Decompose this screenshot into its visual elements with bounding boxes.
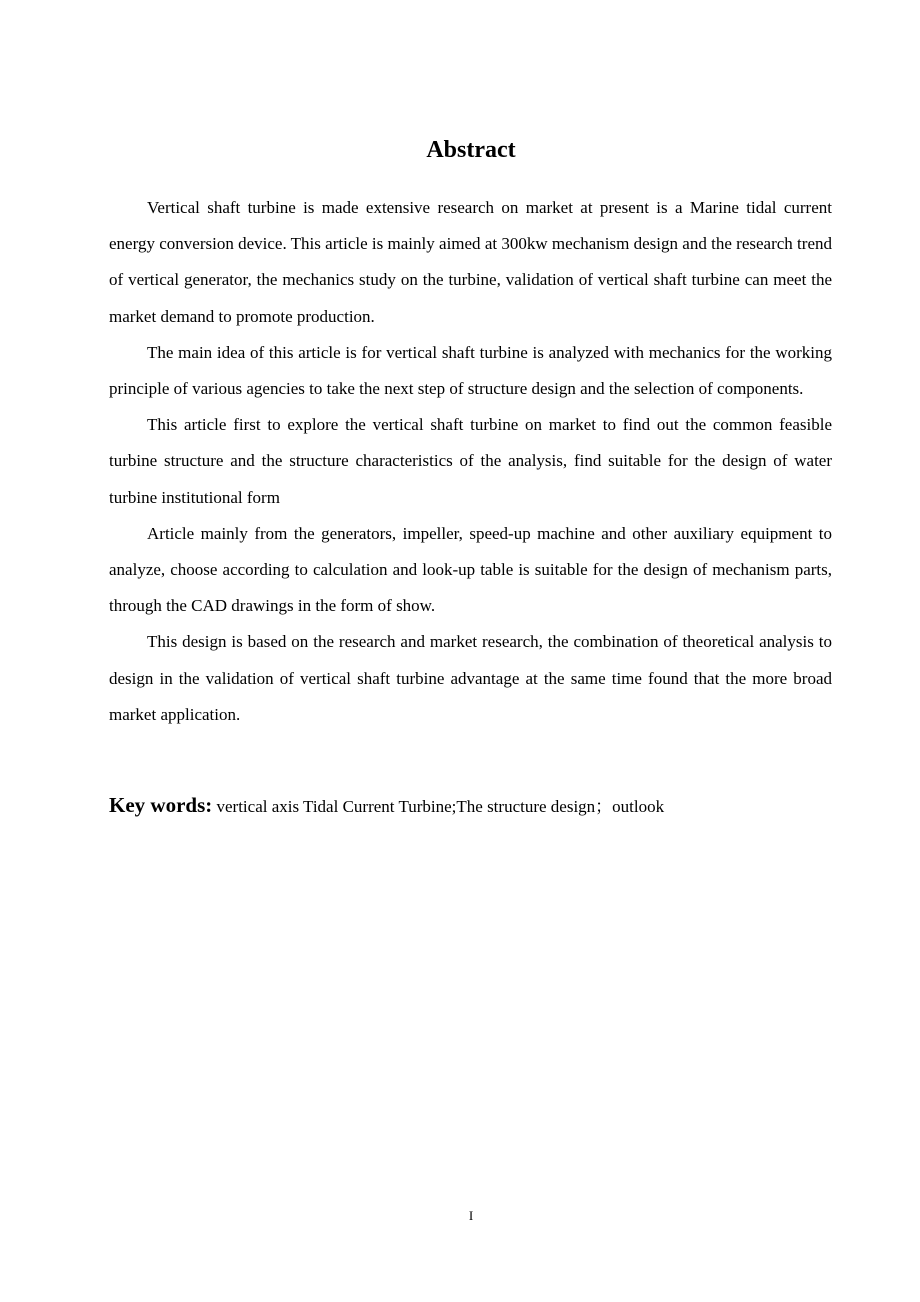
keywords-line — [109, 788, 832, 824]
keywords-text: vertical axis Tidal Current Turbine;The structure design；outlook — [216, 797, 665, 816]
abstract-body — [109, 190, 832, 733]
abstract-title: Abstract — [426, 137, 516, 163]
abstract-paragraph-2: The main idea of this article is for vertical shaft turbine is analyzed with mechanics for the working principle of various agencies to take the next step of structure design and the selection of components. — [109, 342, 832, 399]
abstract-paragraph-3: This article first to explore the vertical shaft turbine on market to find out the common feasible turbine structure and the structure characteristics of the analysis, find suitable for the design of water turbine institutional form — [109, 415, 832, 507]
abstract-paragraph-4: Article mainly from the generators, impeller, speed-up machine and other auxiliary equipment to analyze, choose according to calculation and look-up table is suitable for the design of mechanism parts, through the CAD drawings in the form of show. — [109, 523, 832, 616]
abstract-paragraph-5: This design is based on the research and market research, the combination of theoretical analysis to design in the validation of vertical shaft turbine advantage at the same time found that the more broad market application. — [109, 632, 832, 724]
page-number: I — [468, 1208, 474, 1223]
abstract-paragraph-1: Vertical shaft turbine is made extensive research on market at present is a Marine tidal current energy conversion device. This article is mainly aimed at 300kw mechanism design and the research trend of vertical generator, the mechanics study on the turbine, validation of vertical shaft turbine can meet the market demand to promote production. — [109, 198, 832, 326]
keywords-label: Key words: — [109, 793, 213, 817]
